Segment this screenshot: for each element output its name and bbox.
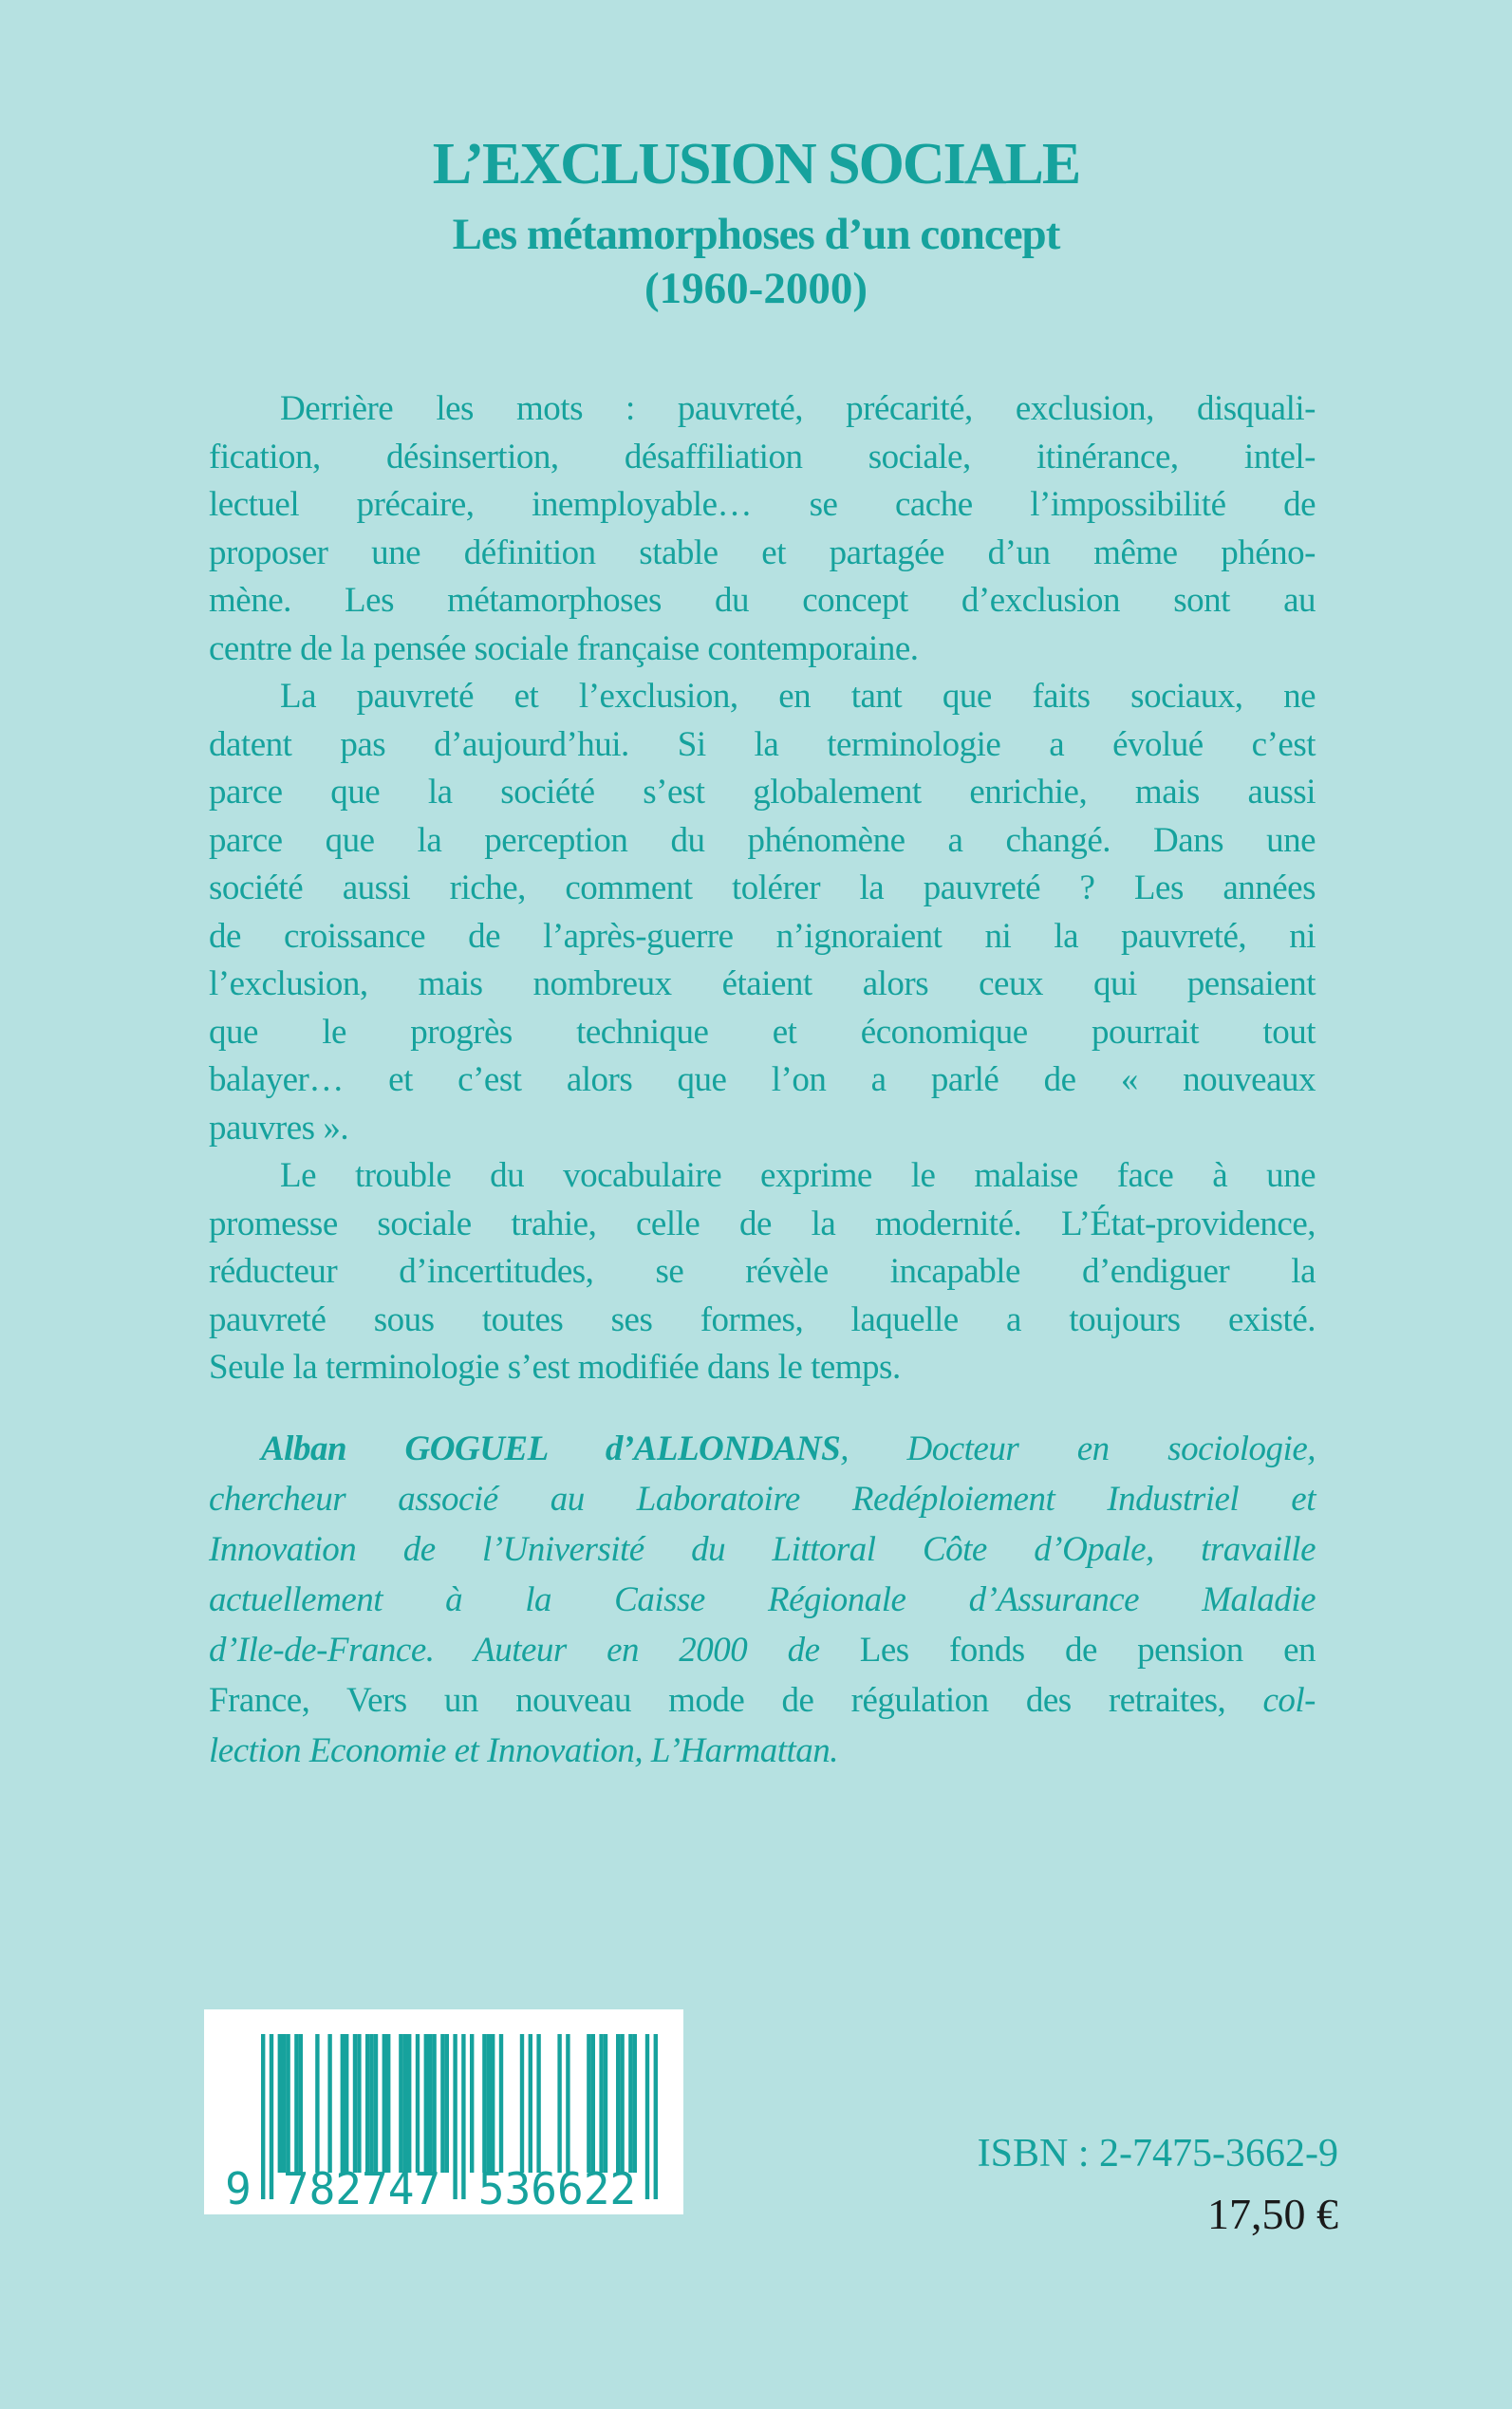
text-line: mène. Les métamorphoses du concept d’exclusion sont au [209, 581, 1316, 620]
book-subtitle: Les métamorphoses d’un concept [452, 210, 1060, 259]
text-line: proposer une définition stable et partagée d’un même phéno- [209, 532, 1316, 572]
text-line: Le trouble du vocabulaire exprime le malaise face à une [280, 1156, 1316, 1195]
bio-line [209, 1726, 1316, 1776]
book-title: L’EXCLUSION SOCIALE [432, 132, 1080, 196]
text-line: l’exclusion, mais nombreux étaient alors ceux qui pensaient [209, 964, 1316, 1003]
price-text: 17,50 € [1207, 2190, 1338, 2239]
bio-segment: France, Vers un nouveau mode de régulation des retraites, [209, 1681, 1226, 1720]
text-line: fication, désinsertion, désaffiliation sociale, itinérance, intel- [209, 437, 1316, 476]
bio-segment: , Docteur en sociologie, [840, 1429, 1316, 1468]
bio-line [209, 1424, 1316, 1474]
bio-line [209, 1524, 1316, 1575]
bio-segment: col- [1225, 1681, 1316, 1720]
text-line: Seule la terminologie s’est modifiée dans le temps. [209, 1348, 901, 1387]
author-bio [209, 1424, 1316, 1776]
bio-segment: chercheur associé au Laboratoire Redéploiement Industriel et [209, 1480, 1316, 1519]
text-line: Derrière les mots : pauvreté, précarité, exclusion, disquali- [280, 389, 1316, 428]
back-text [209, 385, 1316, 1392]
bio-segment: Les fonds de pension en [859, 1631, 1316, 1670]
bio-segment: Alban GOGUEL d’ALLONDANS [261, 1429, 841, 1468]
text-line: de croissance de l’après-guerre n’ignoraient ni la pauvreté, ni [209, 916, 1316, 956]
text-line: réducteur d’incertitudes, se révèle incapable d’endiguer la [209, 1252, 1316, 1291]
barcode-digit-group2: 536622 [477, 2163, 637, 2214]
text-line: La pauvreté et l’exclusion, en tant que faits sociaux, ne [280, 677, 1316, 716]
text-line: parce que la société s’est globalement enrichie, mais aussi [209, 773, 1316, 812]
bio-segment: lection Economie et Innovation, L’Harmattan. [209, 1731, 839, 1770]
bio-segment: actuellement à la Caisse Régionale d’Assurance Maladie [209, 1580, 1316, 1619]
bio-segment: d’Ile-de-France. Auteur en 2000 de [209, 1631, 860, 1670]
text-line: promesse sociale trahie, celle de la modernité. L’État-providence, [209, 1204, 1316, 1243]
barcode-digit-group1: 782747 [282, 2163, 441, 2214]
bio-segment: Innovation de l’Université du Littoral Côte d’Opale, travaille [209, 1530, 1316, 1569]
footer-block [978, 2132, 1338, 2239]
text-line: pauvres ». [209, 1108, 349, 1148]
bio-line [209, 1474, 1316, 1524]
text-line: pauvreté sous toutes ses formes, laquelle a toujours existé. [209, 1299, 1316, 1339]
isbn-text: ISBN : 2-7475-3662-9 [977, 2132, 1338, 2176]
text-line: que le progrès technique et économique pourrait tout [209, 1012, 1316, 1052]
text-line: parce que la perception du phénomène a changé. Dans une [209, 820, 1316, 860]
barcode-panel [204, 2009, 683, 2214]
barcode-digit-lead: 9 [225, 2163, 252, 2214]
text-line: lectuel précaire, inemployable… se cache l’impossibilité de [209, 485, 1316, 524]
text-line: datent pas d’aujourd’hui. Si la terminologie a évolué c’est [209, 724, 1316, 764]
bio-line [209, 1675, 1316, 1726]
bio-line [209, 1625, 1316, 1675]
text-line: centre de la pensée sociale française contemporaine. [209, 628, 919, 668]
book-subtitle-dates: (1960-2000) [644, 264, 868, 313]
text-line: balayer… et c’est alors que l’on a parlé de « nouveaux [209, 1060, 1316, 1099]
bio-line [209, 1575, 1316, 1625]
text-line: société aussi riche, comment tolérer la pauvreté ? Les années [209, 868, 1316, 907]
